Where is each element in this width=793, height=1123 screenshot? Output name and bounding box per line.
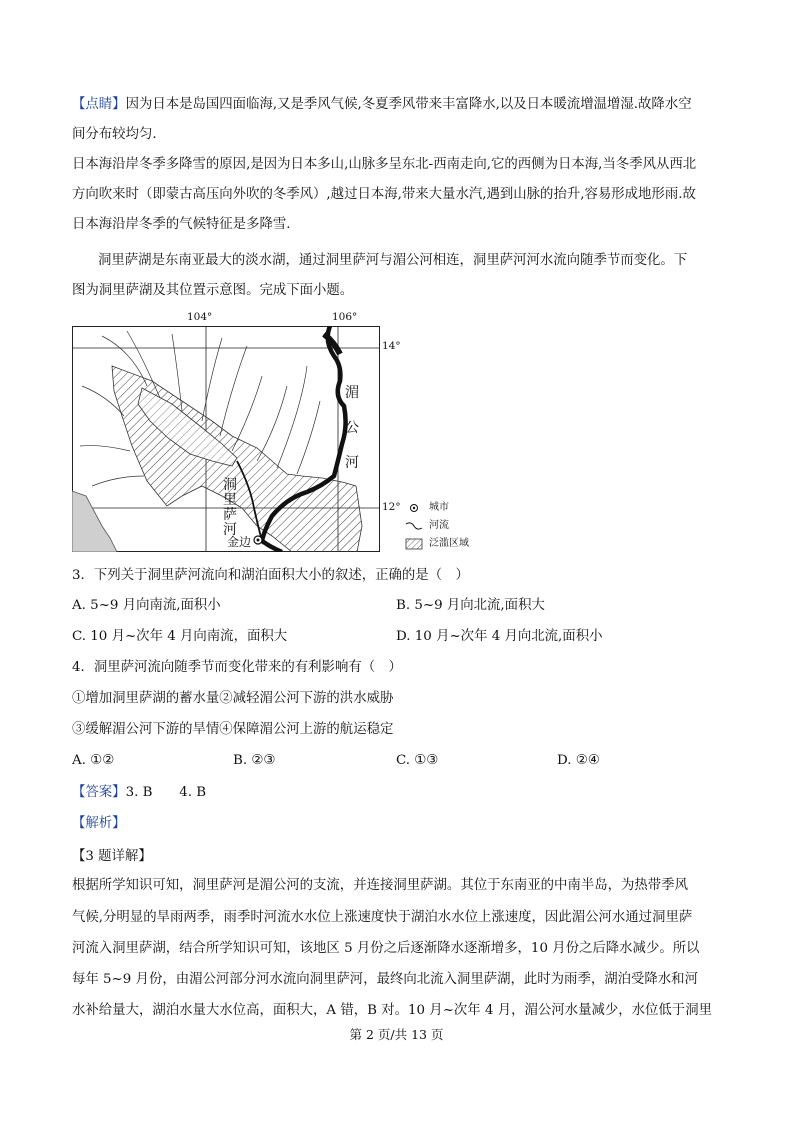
detail-line-1: 根据所学知识可知，洞里萨河是湄公河的支流，并连接洞里萨湖。其位于东南亚的中南半岛，为热带季风	[72, 878, 688, 893]
tonle-label-2: 里	[223, 492, 237, 508]
q3-option-c: C. 10 月~次年 4 月向南流，面积大	[72, 629, 288, 644]
river-symbol-icon	[405, 520, 423, 532]
detail-line-4: 每年 5~9 月份，由湄公河部分河水流向洞里萨河，最终向北流入洞里萨湖，此时为雨季，湖泊受降水和河	[72, 972, 698, 987]
detail-line-3: 河流入洞里萨湖，结合所学知识可知，该地区 5 月份之后逐渐降水逐渐增多，10 月份之后降水减少。所以	[72, 941, 700, 956]
answer-tag: 【答案】	[72, 785, 126, 800]
detail-line-2: 气候,分明显的旱雨两季，雨季时河流水水位上涨速度快于湖泊水水位上涨速度，因此湄公河水通过洞里萨	[72, 910, 693, 925]
q4-option-c: C. ①③	[396, 753, 439, 768]
q3-option-d: D. 10 月~次年 4 月向北流,面积小	[396, 629, 603, 644]
lon-104-label: 104°	[187, 311, 213, 323]
q4-option-d: D. ②④	[557, 753, 600, 768]
intro-line-1: 洞里萨湖是东南亚最大的淡水湖，通过洞里萨河与湄公河相连，洞里萨河河水流向随季节而变化。下	[98, 253, 688, 268]
note-line-4: 方向吹来时（即蒙古高压向外吹的冬季风）,越过日本海,带来大量水汽,遇到山脉的抬升,容易形成地形雨.故	[72, 187, 696, 202]
tonle-label-4: 河	[223, 522, 237, 538]
q4-option-b: B. ②③	[233, 753, 276, 768]
q3-stem: 3．下列关于洞里萨河流向和湖泊面积大小的叙述，正确的是（ ）	[72, 568, 469, 583]
q3-option-b: B. 5~9 月向北流,面积大	[396, 598, 545, 613]
legend-river: 河流	[405, 520, 495, 534]
tonle-label-3: 萨	[223, 507, 237, 523]
answer-line	[72, 784, 206, 802]
page-footer: 第 2 页/共 13 页	[349, 1027, 444, 1042]
city-symbol-icon	[405, 502, 423, 514]
lat-14-label: 14°	[382, 340, 401, 352]
map-legend	[405, 502, 495, 554]
note-tag: 【点睛】	[72, 97, 126, 112]
note-line-5: 日本海沿岸冬季的气候特征是多降雪.	[72, 217, 291, 232]
detail-tag: 【3 题详解】	[72, 849, 152, 864]
mekong-label-1: 湄	[345, 385, 359, 401]
q4-option-a: A. ①②	[72, 753, 115, 768]
mekong-label-2: 公	[345, 420, 359, 436]
q4-statement-1: ①增加洞里萨湖的蓄水量②减轻湄公河下游的洪水威胁	[72, 691, 394, 706]
legend-flood: 泛滥区域	[405, 538, 495, 552]
analysis-tag: 【解析】	[72, 816, 126, 831]
legend-city: 城市	[405, 502, 495, 516]
q4-statement-2: ③缓解湄公河下游的旱情④保障湄公河上游的航运稳定	[72, 722, 394, 737]
tonle-label-1: 洞	[223, 477, 237, 493]
lat-12-label: 12°	[382, 501, 401, 513]
detail-line-5: 水补给量大，湖泊水量大水位高，面积大，A 错，B 对。10 月~次年 4 月，湄公河水量减少，水位低于洞里	[72, 1003, 712, 1018]
answer-text: 3. B 4. B	[125, 785, 207, 800]
note-line-2: 间分布较均匀.	[72, 127, 157, 142]
flood-symbol-icon	[405, 538, 423, 550]
note-line-3: 日本海沿岸冬季多降雪的原因,是因为日本多山,山脉多呈东北-西南走向,它的西侧为日本海,当冬季风从西北	[72, 157, 697, 172]
q3-option-a: A. 5~9 月向南流,面积小	[72, 598, 221, 613]
mekong-label-3: 河	[345, 455, 359, 471]
note-line-1: 【点睛】因为日本是岛国四面临海,又是季风气候,冬夏季风带来丰富降水,以及日本暖流增温增湿.故降水空	[72, 97, 692, 112]
intro-line-2: 图为洞里萨湖及其位置示意图。完成下面小题。	[72, 283, 354, 298]
lon-106-label: 106°	[332, 311, 358, 323]
tonle-sap-map	[72, 311, 401, 552]
city-dot	[257, 539, 260, 542]
q4-stem: 4．洞里萨河流向随季节而变化带来的有利影响有（ ）	[72, 660, 402, 675]
city-label: 金边	[227, 535, 252, 549]
